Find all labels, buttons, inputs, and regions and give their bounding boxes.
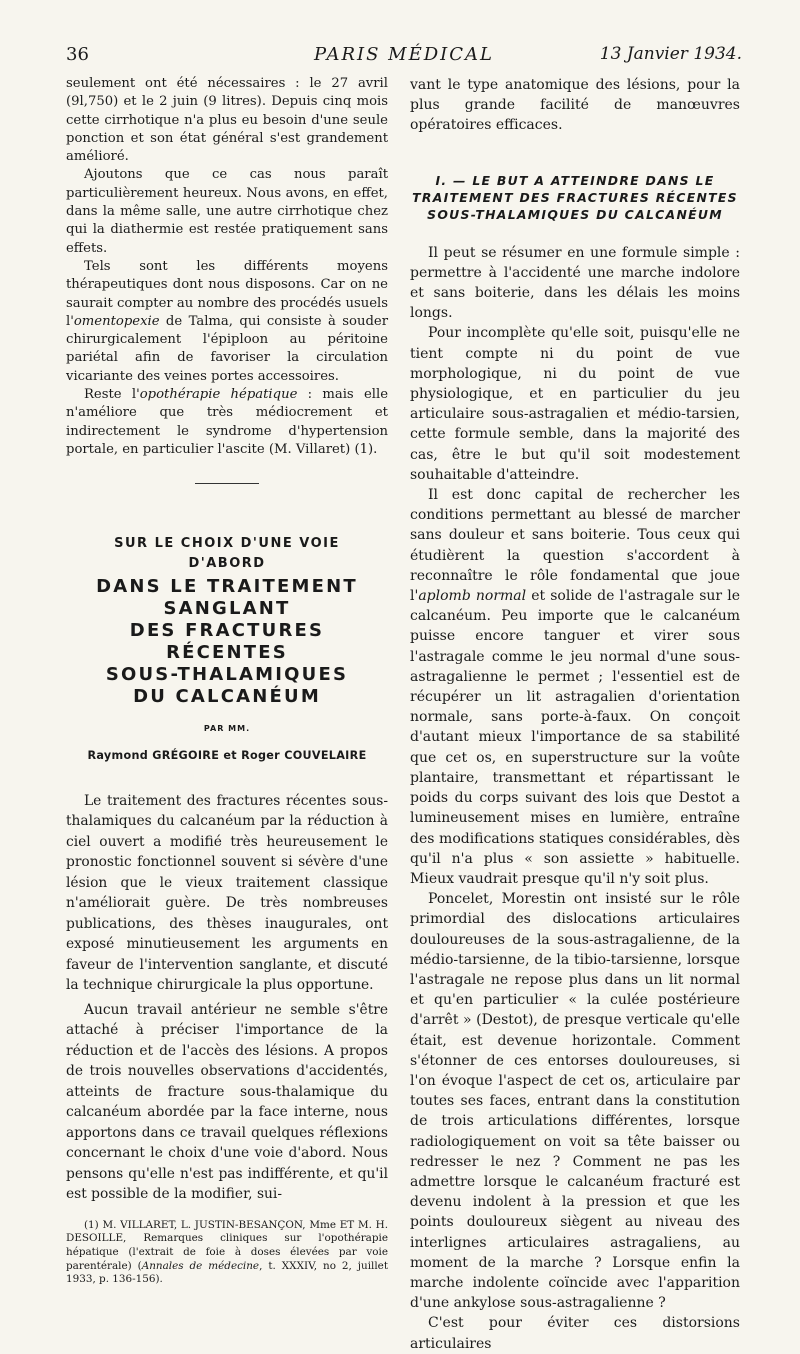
article-title: DANS LE TRAITEMENT SANGLANT DES FRACTURES RÉCENTES SOUS-THALAMIQUES DU CALCANÉUM: [96, 576, 358, 708]
byline-prefix: PAR MM.: [203, 724, 251, 734]
section-title: I. — LE BUT A ATTEINDRE DANS LE TRAITEMENT DES FRACTURES RÉCENTES SOUS-THALAMIQUES DU CALCANÉUM: [412, 172, 738, 222]
journal-title: PARIS MÉDICAL: [313, 44, 494, 65]
footnote: (1) M. VILLARET, L. JUSTIN-BESANÇON, Mme ET M. H. DESOILLE, Remarques cliniques sur l'opothérapie hépatique (l'extrait de foie à doses élevées par voie parentérale) (Annales de médecine, t. XXXIV, no 2, juillet 1933, p. 136-156).: [66, 1218, 388, 1286]
paragraph: Le traitement des fractures récentes sous-thalamiques du calcanéum par la réduction à ciel ouvert a modifié très heureusement le pronostic fonctionnel souvent si sévère d'une lésion que le vieux traitement classique n'améliorait guère. De très nombreuses publications, des thèses inaugurales, ont exposé minutieusement les arguments en faveur de l'intervention sanglante, et discuté la technique chirurgicale la plus opportune.: [66, 792, 388, 994]
article-intro: [66, 791, 388, 1205]
paragraph: Ajoutons que ce cas nous paraît particulièrement heureux. Nous avons, en effet, dans la même salle, une autre cirrhotique chez qui la diathermie est restée pratiquement sans effets.: [66, 167, 388, 256]
page-header: [66, 44, 742, 70]
paragraph: Aucun travail antérieur ne semble s'être attaché à préciser l'importance de la réduction et de l'accès des lésions. A propos de trois nouvelles observations d'accidentés, atteints de fracture sous-thalamique du calcanéum abordée par la face interne, nous apportons dans ce travail quelques réflexions concernant le choix d'une voie d'abord. Nous pensons qu'elle n'est pas indifférente, et qu'il est possible de la modifier, sui-: [66, 1001, 388, 1203]
page-number: 36: [66, 44, 89, 65]
paragraph: seulement ont été nécessaires : le 27 avril (9l,750) et le 2 juin (9 litres). Depuis cinq mois cette cirrhotique n'a plus eu besoin d'une seule ponction et son état général s'est grandement amélioré.: [66, 76, 388, 165]
paragraph: Poncelet, Morestin ont insisté sur le rôle primordial des dislocations articulaires douloureuses de la sous-astragalienne, de la médio-tarsienne, de la tibio-tarsienne, lorsque l'astragale ne repose plus dans un lit normal et qu'en particulier « la culée postérieure d'arrêt » (Destot), de presque verticale qu'elle était, est devenue horizontale. Comment s'étonner de ces entorses douloureuses, si l'on évoque l'aspect de cet os, articulaire par toutes ses faces, entrant dans la constitution de trois articulations différentes, lorsque radiologiquement on voit sa tête baisser ou redresser le nez ? Comment ne pas les admettre lorsque le calcanéum fracturé est devenu indolent à la pression et que les points douloureux siègent au niveau des interlignes articulaires astragaliens, au moment de la marche ? Lorsque enfin la marche indolente coïncide avec l'apparition d'une ankylose sous-astragalienne ?: [410, 891, 740, 1312]
divider: [195, 483, 259, 484]
paragraph: Reste l'opothérapie hépatique : mais elle n'améliore que très médiocrement et indirectement le syndrome d'hypertension portale, en particulier l'ascite (M. Villaret) (1).: [66, 387, 389, 457]
issue-date: 13 Janvier 1934.: [599, 44, 742, 64]
paragraph: vant le type anatomique des lésions, pour la plus grande facilité de manœuvres opératoires efficaces.: [410, 77, 740, 134]
authors: Raymond GRÉGOIRE et Roger COUVELAIRE: [87, 748, 367, 762]
paragraph: Tels sont les différents moyens thérapeutiques dont nous disposons. Car on ne saurait compter au nombre des procédés usuels l'omentopexie de Talma, qui consiste à souder chirurgicalement l'épiploon au péritoine pariétal afin de favoriser la circulation vicariante des veines portes accessoires.: [66, 258, 388, 384]
left-column: [66, 75, 388, 1287]
paragraph: Pour incomplète qu'elle soit, puisqu'elle ne tient compte ni du point de vue morphologique, ni du point de vue physiologique, et en particulier du jeu articulaire sous-astragalien et médio-tarsien, cette formule semble, dans la majorité des cas, être le but qu'il soit modestement souhaitable d'atteindre.: [410, 325, 740, 483]
section-body: [410, 243, 740, 1354]
paragraph: C'est pour éviter ces distorsions articulaires: [410, 1315, 740, 1352]
paragraph: Il peut se résumer en une formule simple : permettre à l'accidenté une marche indolore et sans boiterie, dans les délais les moins longs.: [410, 244, 740, 322]
right-column: [410, 75, 740, 1354]
paragraph: Il est donc capital de rechercher les conditions permettant au blessé de marcher sans douleur et sans boiterie. Tous ceux qui étudièrent la question s'accordent à reconnaître le rôle fondamental que joue l'aplomb normal et solide de l'astragale sur le calcanéum. Peu importe que le calcanéum puisse encore tanguer et virer sous l'astragale comme le jeu normal d'une sous-astragalienne le permet ; l'essentiel est de récupérer un lit astragalien d'orientation normale, sans porte-à-faux. On conçoit d'autant mieux l'importance de sa stabilité que cet os, en superstructure sur la voûte plantaire, transmettant et répartissant le poids du corps suivant des lois que Destot a lumineusement mises en lumière, entraîne des modifications statiques considérables, dès qu'il n'a plus « son assiette » habituelle. Mieux vaudrait presque qu'il n'y soit plus.: [410, 487, 740, 887]
article-subtitle: SUR LE CHOIX D'UNE VOIE D'ABORD: [114, 536, 340, 572]
